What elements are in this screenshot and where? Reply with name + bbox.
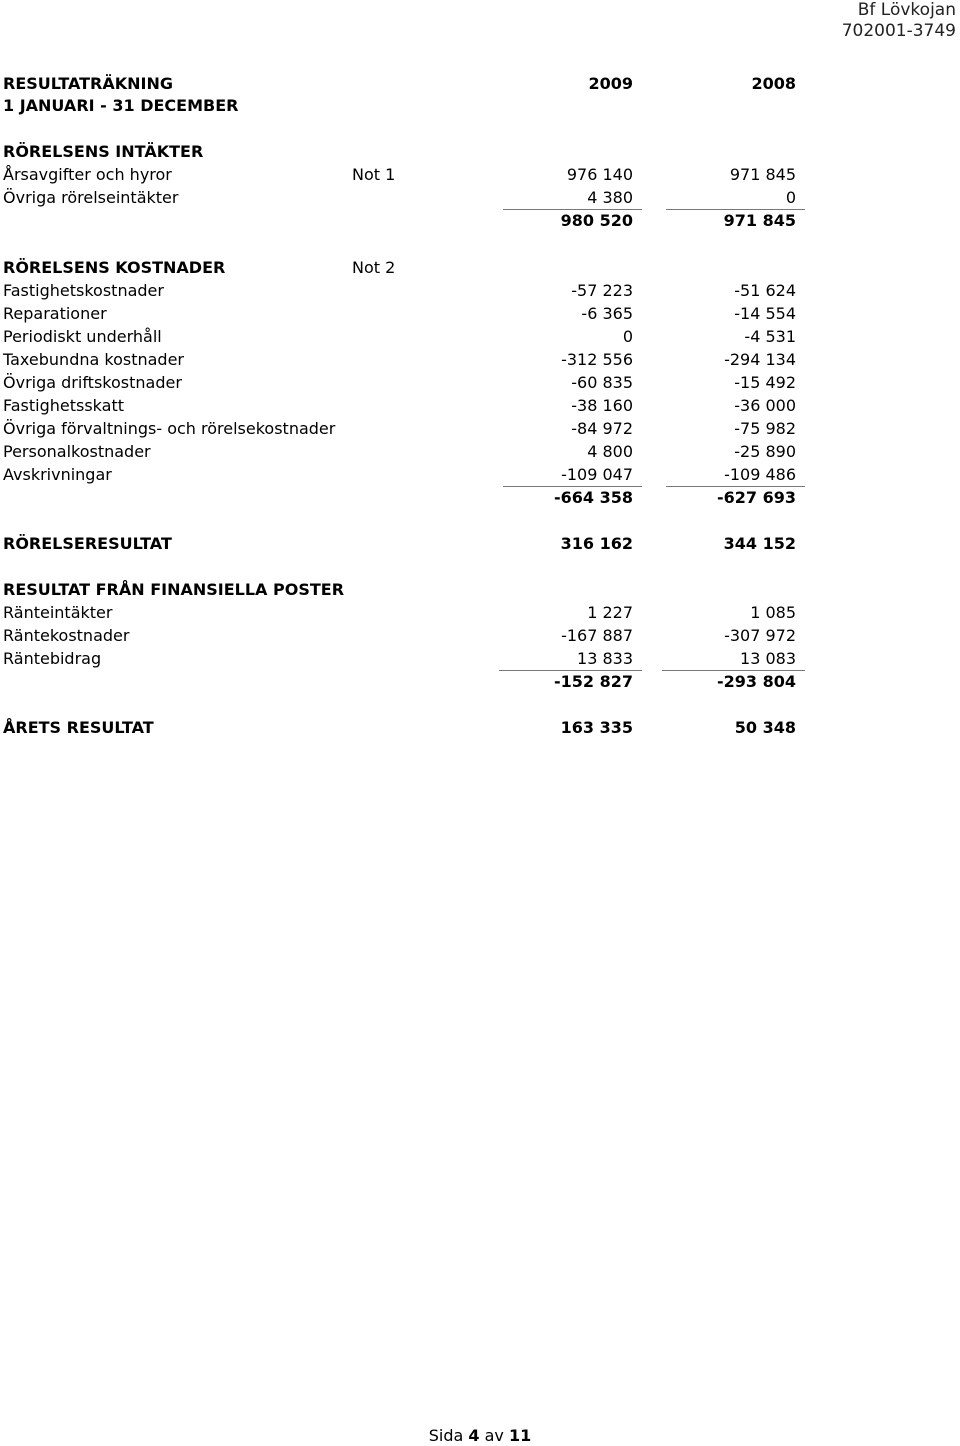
- row-label: Övriga driftskostnader: [3, 373, 182, 392]
- value-2008: -294 134: [724, 350, 796, 369]
- section-heading-finansiella: [3, 579, 803, 601]
- operating-result-row: [3, 533, 803, 555]
- subtotal-2008: 971 845: [723, 211, 796, 230]
- value-2009: 976 140: [566, 165, 633, 184]
- row-note: Not 2: [352, 258, 396, 277]
- value-2008: 344 152: [723, 534, 796, 553]
- table-row: [3, 602, 803, 624]
- value-2008: 0: [785, 188, 796, 207]
- row-label: Ränteintäkter: [3, 603, 113, 622]
- section-heading: RÖRELSENS KOSTNADER: [3, 258, 226, 277]
- table-row: [3, 164, 803, 186]
- value-2008: -25 890: [734, 442, 796, 461]
- value-2008: -36 000: [734, 396, 796, 415]
- page-separator: av: [484, 1426, 504, 1445]
- value-2008: 1 085: [750, 603, 796, 622]
- org-number: 702001-3749: [841, 21, 956, 41]
- value-2008: -14 554: [734, 304, 796, 323]
- value-2008: -109 486: [724, 465, 796, 484]
- table-row: [3, 395, 803, 417]
- section-heading: RESULTAT FRÅN FINANSIELLA POSTER: [3, 580, 345, 599]
- row-label: Årsavgifter och hyror: [3, 165, 172, 184]
- value-2008: -75 982: [734, 419, 796, 438]
- table-row: [3, 326, 803, 348]
- value-2009: 163 335: [560, 718, 633, 737]
- table-row: [3, 372, 803, 394]
- subtotal-2009: -664 358: [553, 488, 633, 507]
- subtotal-row: [3, 210, 803, 232]
- net-result-row: [3, 717, 803, 739]
- section-heading: RÖRELSENS INTÄKTER: [3, 142, 204, 161]
- value-2008: -4 531: [744, 327, 796, 346]
- value-2009: 4 800: [587, 442, 633, 461]
- value-2009: -57 223: [571, 281, 633, 300]
- row-label: Övriga rörelseintäkter: [3, 188, 179, 207]
- column-header-2008: 2008: [751, 74, 796, 93]
- subtotal-2008: -293 804: [716, 672, 796, 691]
- value-2008: -51 624: [734, 281, 796, 300]
- row-label: Fastighetsskatt: [3, 396, 125, 415]
- row-label: RÖRELSERESULTAT: [3, 534, 172, 553]
- column-header-2009: 2009: [588, 74, 633, 93]
- value-2008: -15 492: [734, 373, 796, 392]
- value-2009: -312 556: [561, 350, 633, 369]
- value-2009: 0: [622, 327, 633, 346]
- value-2009: 316 162: [560, 534, 633, 553]
- value-2009: 4 380: [587, 188, 633, 207]
- value-2009: -38 160: [571, 396, 633, 415]
- value-2008: 50 348: [734, 718, 796, 737]
- row-label: Reparationer: [3, 304, 107, 323]
- subtotal-2008: -627 693: [716, 488, 796, 507]
- page-total: 11: [509, 1426, 532, 1445]
- row-note: Not 1: [352, 165, 396, 184]
- table-row: [3, 187, 803, 209]
- table-row: [3, 625, 803, 647]
- table-row: [3, 418, 803, 440]
- report-title-row: [3, 73, 803, 95]
- value-2009: -6 365: [581, 304, 633, 323]
- value-2008: 13 083: [740, 649, 796, 668]
- org-name: Bf Lövkojan: [857, 0, 956, 20]
- table-row: [3, 280, 803, 302]
- value-2009: -84 972: [571, 419, 633, 438]
- table-row: [3, 349, 803, 371]
- subtotal-2009: -152 827: [553, 672, 633, 691]
- section-heading-intakter: [3, 141, 803, 163]
- report-title: RESULTATRÄKNING: [3, 74, 174, 93]
- table-row: [3, 303, 803, 325]
- subtotal-2009: 980 520: [560, 211, 633, 230]
- report-period: 1 JANUARI - 31 DECEMBER: [3, 96, 239, 115]
- row-label: Personalkostnader: [3, 442, 151, 461]
- table-row: [3, 464, 803, 486]
- row-label: Räntebidrag: [3, 649, 102, 668]
- value-2009: -60 835: [571, 373, 633, 392]
- value-2008: -307 972: [724, 626, 796, 645]
- row-label: Räntekostnader: [3, 626, 130, 645]
- page-footer: [0, 1426, 960, 1445]
- row-label: ÅRETS RESULTAT: [3, 718, 154, 737]
- value-2009: -167 887: [561, 626, 633, 645]
- table-row: [3, 648, 803, 670]
- table-row: [3, 441, 803, 463]
- page-label: Sida: [428, 1426, 464, 1445]
- value-2008: 971 845: [729, 165, 796, 184]
- row-label: Periodiskt underhåll: [3, 327, 162, 346]
- section-heading-kostnader: [3, 257, 803, 279]
- report-period-row: [3, 95, 803, 117]
- value-2009: -109 047: [561, 465, 633, 484]
- row-label: Taxebundna kostnader: [3, 350, 184, 369]
- row-label: Avskrivningar: [3, 465, 112, 484]
- row-label: Övriga förvaltnings- och rörelsekostnader: [3, 419, 336, 438]
- subtotal-row: [3, 671, 803, 693]
- value-2009: 1 227: [587, 603, 633, 622]
- subtotal-row: [3, 487, 803, 509]
- page-number: 4: [468, 1426, 480, 1445]
- value-2009: 13 833: [577, 649, 633, 668]
- row-label: Fastighetskostnader: [3, 281, 164, 300]
